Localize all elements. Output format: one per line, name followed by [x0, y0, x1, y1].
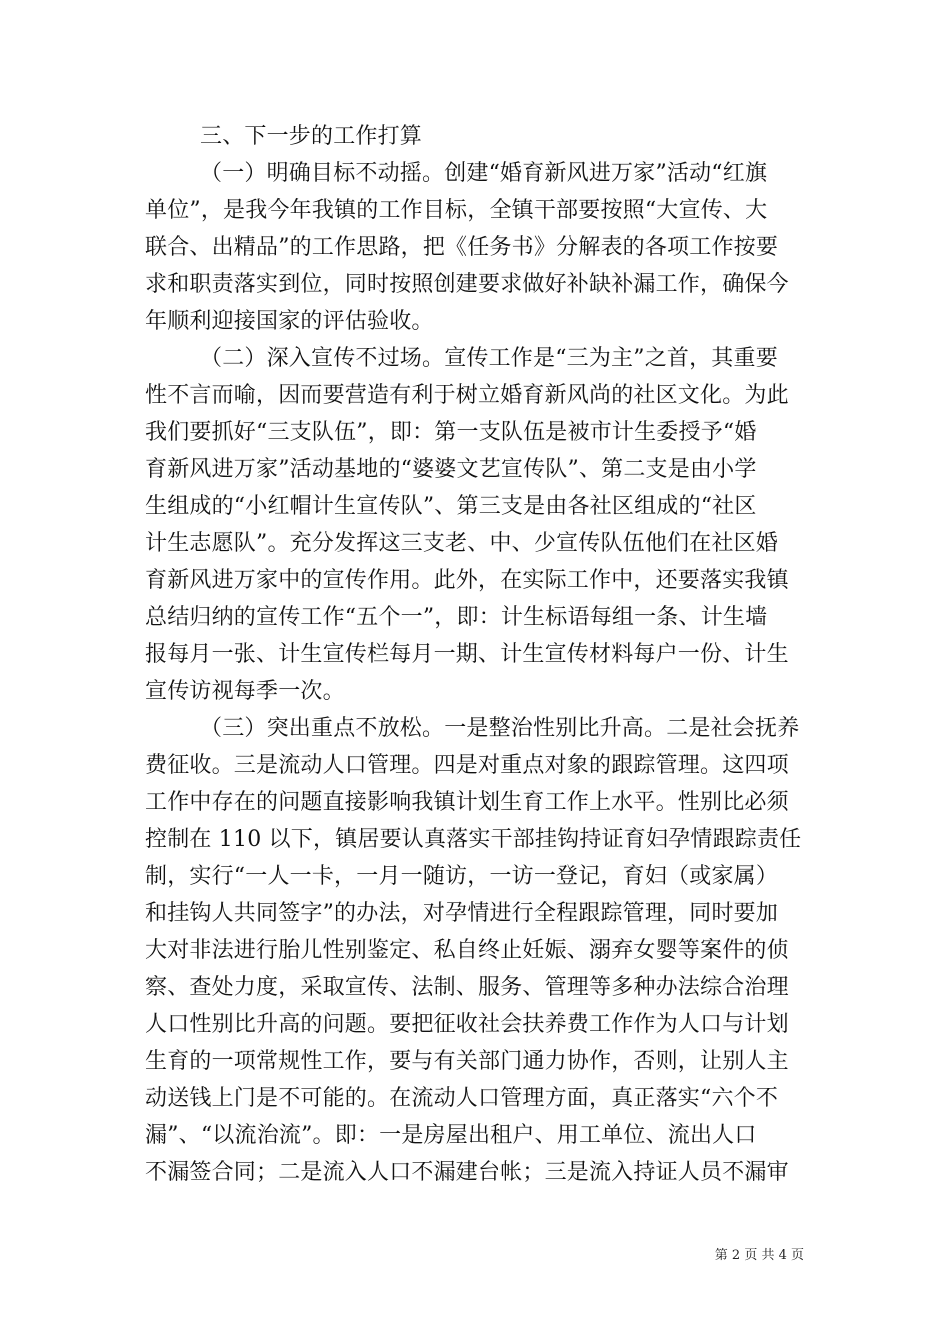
document-body	[145, 118, 805, 1191]
text-line: （二）深入宣传不过场。宣传工作是“三为主”之首，其重要	[200, 346, 778, 371]
text-line: 生组成的“小红帽计生宣传队”、第三支是由各社区组成的“社区	[145, 494, 757, 519]
text-line: 育新风进万家中的宣传作用。此外，在实际工作中，还要落实我镇	[145, 568, 789, 593]
text-line: 求和职责落实到位，同时按照创建要求做好补缺补漏工作，确保今	[145, 272, 789, 297]
text-line: 报每月一张、计生宣传栏每月一期、计生宣传材料每户一份、计生	[145, 642, 789, 667]
text-line: （三）突出重点不放松。一是整治性别比升高。二是社会抚养	[200, 716, 800, 741]
text-line: 计生志愿队”。充分发挥这三支老、中、少宣传队伍他们在社区婚	[145, 531, 779, 556]
text-line: 育新风进万家”活动基地的“婆婆文艺宣传队”、第二支是由小学	[145, 457, 757, 482]
text-line: 控制在 110 以下，镇居要认真落实干部挂钩持证育妇孕情跟踪责任	[145, 827, 802, 852]
text-line: 不漏签合同；二是流入人口不漏建台帐；三是流入持证人员不漏审	[145, 1160, 789, 1185]
section-heading: 三、下一步的工作打算	[200, 124, 423, 149]
text-line: 联合、出精品”的工作思路，把《任务书》分解表的各项工作按要	[145, 235, 779, 260]
text-line: 费征收。三是流动人口管理。四是对重点对象的跟踪管理。这四项	[145, 753, 789, 778]
text-line: 漏”、“以流治流”。即：一是房屋出租户、用工单位、流出人口	[145, 1123, 757, 1148]
text-line: 单位”，是我今年我镇的工作目标，全镇干部要按照“大宣传、大	[145, 198, 768, 223]
text-line: 宣传访视每季一次。	[145, 679, 345, 704]
text-line: 性不言而喻，因而要营造有利于树立婚育新风尚的社区文化。为此	[145, 383, 789, 408]
text-line: 和挂钩人共同签字”的办法，对孕情进行全程跟踪管理，同时要加	[145, 901, 779, 926]
text-line: 察、查处力度，采取宣传、法制、服务、管理等多种办法综合治理	[145, 975, 789, 1000]
text-line: 生育的一项常规性工作，要与有关部门通力协作，否则，让别人主	[145, 1049, 789, 1074]
text-line: 制，实行“一人一卡，一月一随访，一访一登记，育妇（或家属）	[145, 864, 779, 889]
text-line: 总结归纳的宣传工作“五个一”，即：计生标语每组一条、计生墙	[145, 605, 768, 630]
text-line: （一）明确目标不动摇。创建“婚育新风进万家”活动“红旗	[200, 161, 768, 186]
text-line: 大对非法进行胎儿性别鉴定、私自终止妊娠、溺弃女婴等案件的侦	[145, 938, 789, 963]
text-line: 工作中存在的问题直接影响我镇计划生育工作上水平。性别比必须	[145, 790, 789, 815]
text-line: 年顺利迎接国家的评估验收。	[145, 309, 434, 334]
text-line: 动送钱上门是不可能的。在流动人口管理方面，真正落实“六个不	[145, 1086, 779, 1111]
text-line: 我们要抓好“三支队伍”，即：第一支队伍是被市计生委授予“婚	[145, 420, 757, 445]
text-line: 人口性别比升高的问题。要把征收社会扶养费工作作为人口与计划	[145, 1012, 789, 1037]
page-number: 第 2 页 共 4 页	[714, 1248, 804, 1263]
